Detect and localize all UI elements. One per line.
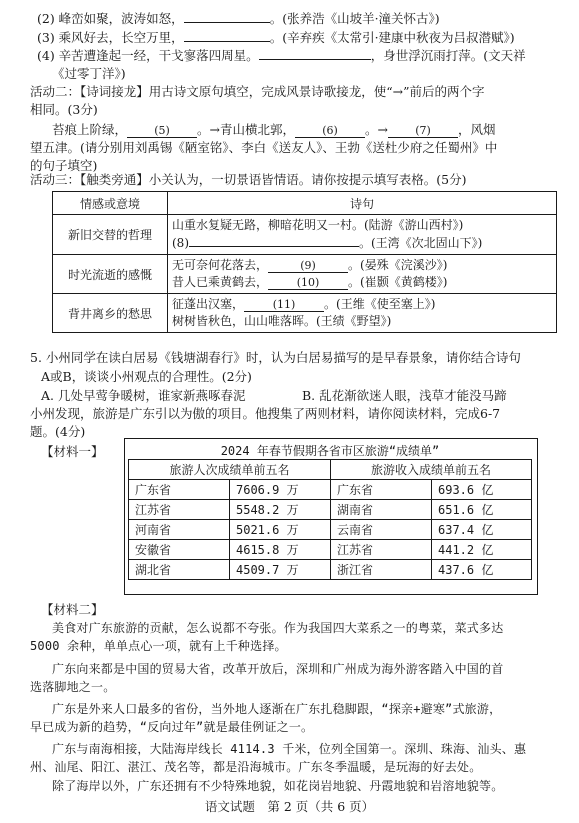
material2-paragraph-3-cont: 早已成为新的趋势，“反向过年”就是最佳例证之一。 — [30, 720, 314, 734]
material2-paragraph-4-cont: 州、汕尾、阳江、湛江、茂名等，都是沿海城市。广东冬季温暖，是玩海的好去处。 — [30, 760, 482, 774]
col-header-poem: 诗句 — [168, 192, 557, 215]
activity2-chain-cont: 望五津。(请分别用刘禹锡《陋室铭》、李白《送友人》、王勃《送杜少府之任蜀州》中 — [30, 140, 498, 155]
page-footer: 语文试题 第 2 页（共 6 页） — [204, 799, 375, 814]
table-header: 旅游收入成绩单前五名 — [331, 460, 532, 480]
q5-stem-cont: A或B，谈谈小州观点的合理性。(2分) — [41, 369, 252, 384]
table-row: 江苏省 5548.2 万 湖南省 651.6 亿 — [129, 500, 532, 520]
table-row: 广东省 7606.9 万 广东省 693.6 亿 — [129, 480, 532, 500]
table-row: 湖北省 4509.7 万 浙江省 437.6 亿 — [129, 560, 532, 580]
material1-table — [128, 459, 532, 580]
table-row-poems: 无可奈何花落去， (9) 。(晏殊《浣溪沙》) 昔人已乘黄鹤去， (10) 。(崔颢《黄鹤楼》) — [168, 255, 557, 294]
q5-stem: 5. 小州同学在读白居易《钱塘湖春行》时，认为白居易描写的是早春景象，请你结合诗句 — [30, 350, 521, 365]
activity2-head-cont: 相同。(3分) — [30, 102, 98, 117]
material2-paragraph-4: 广东与南海相接，大陆海岸线长 4114.3 千米，位列全国第一。深圳、珠海、汕头、惠 — [52, 742, 527, 756]
table-row-poems: 征蓬出汉塞， (11) 。(王维《使至塞上》) 树树皆秋色，山山唯落晖。(王绩《野望》) — [168, 294, 557, 333]
table-row-cat: 新旧交替的哲理 — [53, 215, 168, 255]
material1-title: 2024 年春节假期各省市区旅游“成绩单” — [220, 444, 440, 458]
activity3-head: 活动三：【触类旁通】小关认为，一切景语皆情语。请你按提示填写表格。(5分) — [30, 172, 467, 187]
material2-paragraph-1-cont: 5000 余种，单单点心一项，就有上千种选择。 — [30, 639, 287, 653]
q4-line-3: (3) 乘风好去，长空万里， 。(辛弃疾《太常引·建康中秋夜为吕叔潜赋》) — [37, 30, 515, 45]
intro-line-cont: 题。(4分) — [30, 424, 86, 439]
table-row-cat: 背井离乡的愁思 — [53, 294, 168, 333]
col-header-emotion: 情感或意境 — [53, 192, 168, 215]
table-row-poems: 山重水复疑无路，柳暗花明又一村。(陆游《游山西村》) (8) 。(王湾《次北固山下》) — [168, 215, 557, 255]
answer-blank-8[interactable] — [189, 234, 359, 247]
activity3-table — [52, 191, 557, 333]
table-row: 安徽省 4615.8 万 江苏省 441.2 亿 — [129, 540, 532, 560]
table-header: 旅游人次成绩单前五名 — [129, 460, 331, 480]
activity2-head: 活动二：【诗词接龙】用古诗文原句填空，完成风景诗歌接龙，使“→”前后的两个字 — [30, 84, 485, 99]
material1-label: 【材料一】 — [41, 444, 104, 459]
answer-blank[interactable] — [184, 10, 270, 23]
table-row-cat: 时光流逝的感慨 — [53, 255, 168, 294]
answer-blank[interactable] — [184, 29, 270, 42]
material2-paragraph-2: 广东向来都是中国的贸易大省，改革开放后，深圳和广州成为海外游客踏入中国的首 — [52, 662, 504, 676]
material2-paragraph-2-cont: 选落脚地之一。 — [30, 680, 116, 694]
material2-paragraph-5: 除了海岸以外，广东还拥有不少特殊地貌，如花岗岩地貌、丹霞地貌和岩溶地貌等。 — [52, 779, 504, 793]
answer-blank-11[interactable]: (11) — [244, 299, 324, 312]
answer-blank-5[interactable]: (5) — [127, 125, 197, 138]
material2-paragraph-3: 广东是外来人口最多的省份，当外地人逐渐在广东扎稳脚跟，“探亲+避寒”式旅游， — [52, 702, 502, 716]
answer-blank-7[interactable]: (7) — [388, 125, 458, 138]
q5-option-a: A. 几处早莺争暖树，谁家新燕啄春泥 — [41, 388, 246, 403]
intro-line: 小州发现，旅游是广东引以为傲的项目。他搜集了两则材料，请你阅读材料，完成6-7 — [30, 406, 501, 421]
answer-blank-6[interactable]: (6) — [295, 125, 365, 138]
activity2-chain-cont2: 的句子填空) — [30, 158, 98, 173]
q4-line-4: (4) 辛苦遭逢起一经，干戈寥落四周星。 ，身世浮沉雨打萍。(文天祥 — [37, 48, 526, 63]
q5-option-b: B. 乱花渐欲迷人眼，浅草才能没马蹄 — [302, 388, 507, 403]
table-row: 河南省 5021.6 万 云南省 637.4 亿 — [129, 520, 532, 540]
q4-line-2: (2) 峰峦如聚，波涛如怒， 。(张养浩《山坡羊·潼关怀古》) — [37, 11, 440, 26]
material2-label: 【材料二】 — [41, 602, 104, 617]
material2-paragraph-1: 美食对广东旅游的贡献，怎么说都不夸张。作为我国四大菜系之一的粤菜，菜式多达 — [52, 621, 504, 635]
answer-blank-10[interactable]: (10) — [268, 277, 348, 290]
answer-blank-9[interactable]: (9) — [268, 260, 348, 273]
answer-blank[interactable] — [259, 47, 371, 60]
q4-line-4-cont: 《过零丁洋》) — [52, 66, 126, 81]
activity2-chain: 苔痕上阶绿， (5) 。→青山横北郭， (6) 。→ (7) ，风烟 — [52, 122, 496, 137]
